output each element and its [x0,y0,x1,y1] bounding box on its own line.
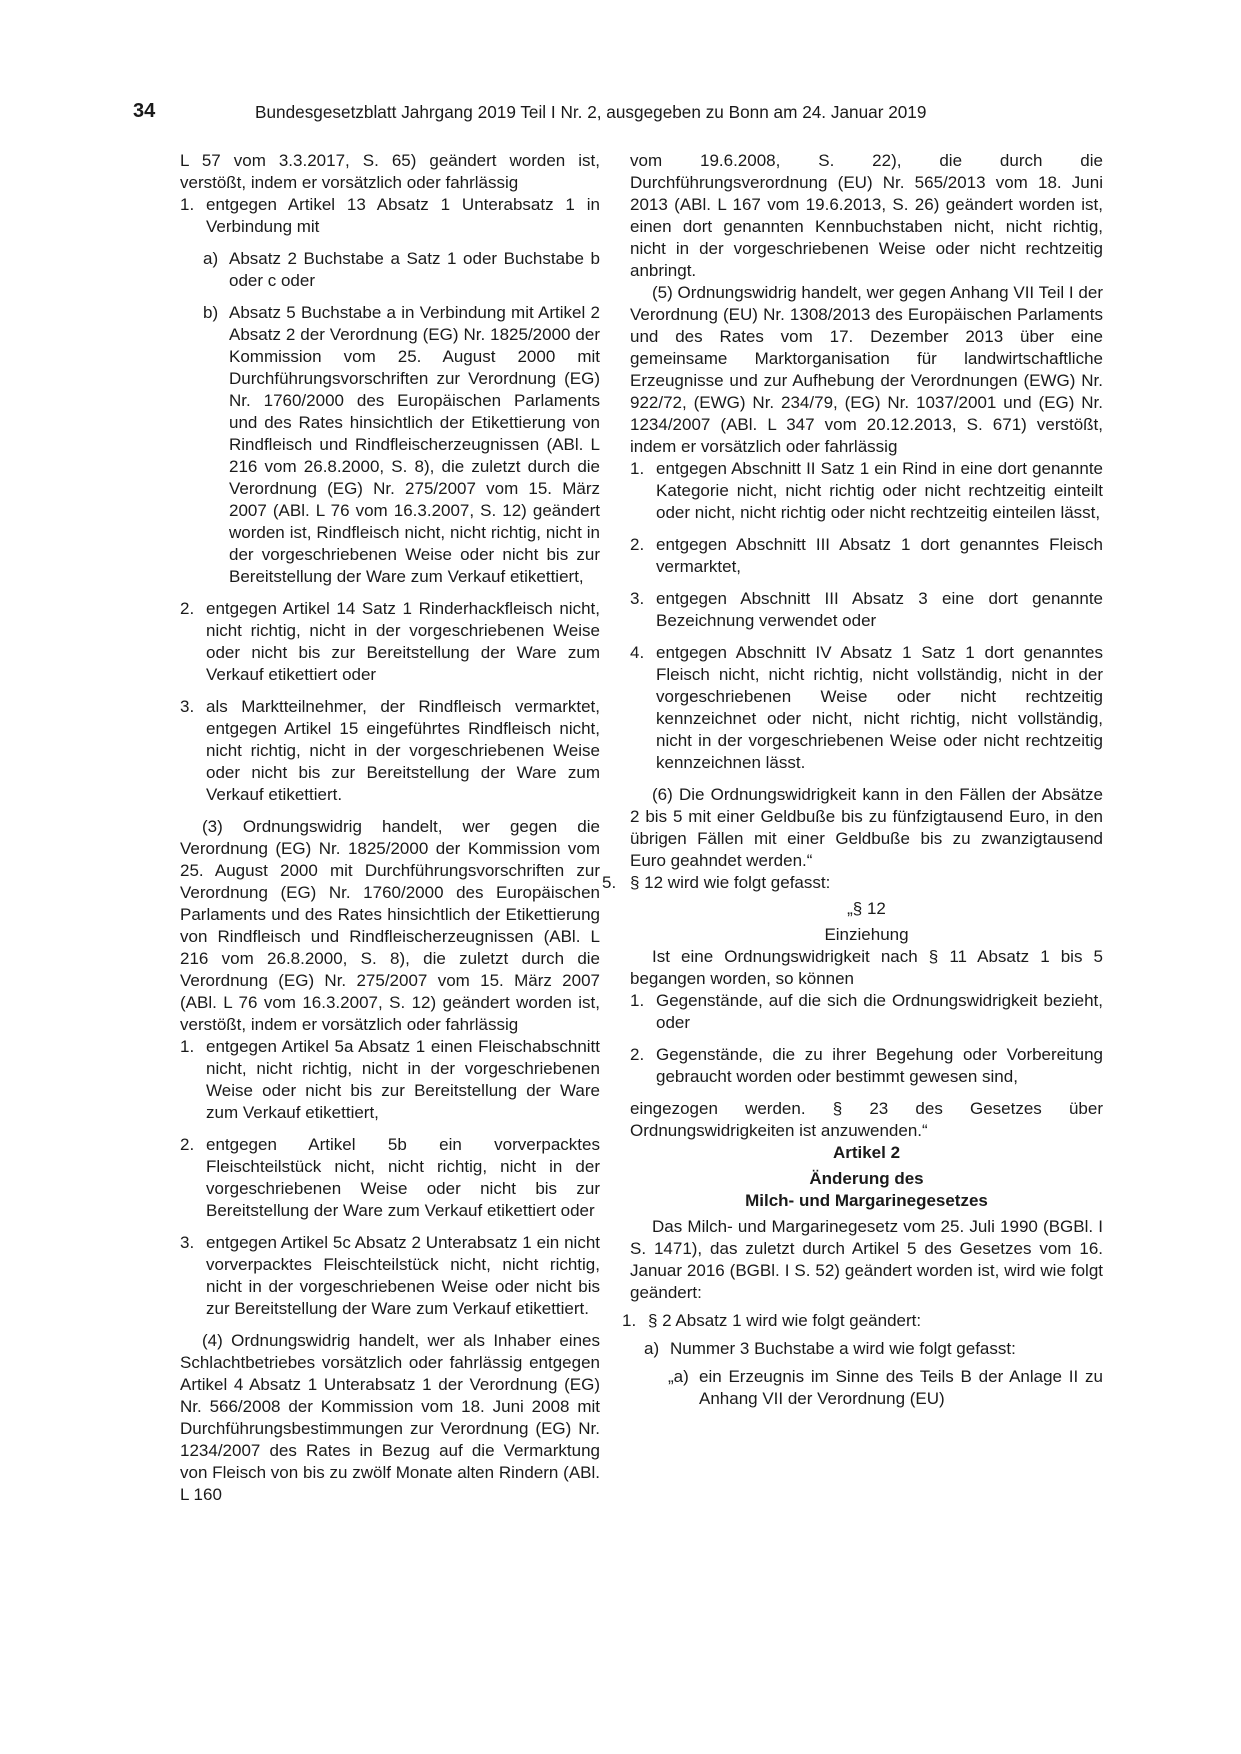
item-number: 2. [180,1135,195,1154]
item-text: Absatz 2 Buchstabe a Satz 1 oder Buchstabe b oder c oder [229,249,600,290]
item-number: 1. [622,1311,637,1330]
item-text: Gegenstände, die zu ihrer Begehung oder Vorbereitung gebraucht worden oder bestimmt gewesen sind, [656,1045,1103,1086]
section-heading: „§ 12 [847,899,886,918]
item-text: entgegen Artikel 5a Absatz 1 einen Fleischabschnitt nicht, nicht richtig, nicht in der vorgeschriebenen Weise oder nicht bis zur Bereitstellung der Ware zum Verkauf etikettiert, [206,1037,600,1122]
intro-paragraph: L 57 vom 3.3.2017, S. 65) geändert worden ist, verstößt, indem er vorsätzlich oder fahrlässig [180,151,600,192]
item-letter: b) [203,303,219,322]
list-item [180,696,600,806]
item-number: 5. [602,873,617,892]
article-title-line: Milch- und Margarinegesetzes [745,1191,988,1210]
running-head: Bundesgesetzblatt Jahrgang 2019 Teil I Nr. 2, ausgegeben zu Bonn am 24. Januar 2019 [255,102,927,122]
item-text: entgegen Abschnitt II Satz 1 ein Rind in eine dort genannte Kategorie nicht, nicht richtig oder nicht rechtzeitig einteilt oder nicht, nicht richtig oder nicht rechtzeitig einteilen lässt, [656,459,1103,522]
item-number: 2. [630,1045,645,1064]
list-item [622,1310,1103,1332]
item-number: 1. [630,991,645,1010]
item-text: entgegen Artikel 14 Satz 1 Rinderhackfleisch nicht, nicht richtig, nicht in der vorgeschriebenen Weise oder nicht bis zur Bereitstellung der Ware zum Verkauf etikettiert oder [206,599,600,684]
item-letter: a) [203,249,219,268]
item-number: 3. [630,589,645,608]
item-text: entgegen Artikel 13 Absatz 1 Unterabsatz 1 in Verbindung mit [206,195,600,236]
section-closing: eingezogen werden. § 23 des Gesetzes über Ordnungswidrigkeiten ist anzuwenden.“ [630,1099,1103,1140]
item-number: 4. [630,643,645,662]
item-number: 2. [630,535,645,554]
item-number: 1. [630,459,645,478]
list-item [180,194,600,238]
item-letter: „a) [668,1367,689,1386]
item-text: entgegen Abschnitt IV Absatz 1 Satz 1 dort genanntes Fleisch nicht, nicht richtig, nicht vollständig, nicht in der vorgeschriebenen Weise oder nicht rechtzeitig kennzeichnet oder nicht, nicht richtig, nicht vollständig, nicht in der vorgeschriebenen Weise oder nicht rechtzeitig kennzeichnen lässt. [656,643,1103,772]
quoted-item [668,1366,1103,1410]
item-text: entgegen Artikel 5c Absatz 2 Unterabsatz 1 ein nicht vorverpacktes Fleischteilstück nicht, nicht richtig, nicht in der vorgeschriebenen Weise oder nicht bis zur Bereitstellung der Ware zum Verkauf etikettiert. [206,1233,600,1318]
paragraph-5: (5) Ordnungswidrig handelt, wer gegen Anhang VII Teil I der Verordnung (EU) Nr. 1308/2013 des Europäischen Parlaments und des Rates vom 17. Dezember 2013 über eine gemeinsame Marktorganisation für landwirtschaftliche Erzeugnisse und zur Aufhebung der Verordnungen (EWG) Nr. 922/72, (EWG) Nr. 234/79, (EG) Nr. 1037/2001 und (EG) Nr. 1234/2007 (ABl. L 347 vom 20.12.2013, S. 671) verstößt, indem er vorsätzlich oder fahrlässig [630,283,1103,456]
left-column [180,150,600,1506]
section-intro: Ist eine Ordnungswidrigkeit nach § 11 Absatz 1 bis 5 begangen worden, so können [630,947,1103,988]
list-item [630,1044,1103,1088]
paragraph-4: (4) Ordnungswidrig handelt, wer als Inhaber eines Schlachtbetriebes vorsätzlich oder fahrlässig entgegen Artikel 4 Absatz 1 Unterabsatz 1 der Verordnung (EG) Nr. 566/2008 der Kommission vom 18. Juni 2008 mit Durchführungsbestimmungen zur Verordnung (EG) Nr. 1234/2007 des Rates in Bezug auf die Vermarktung von Fleisch von bis zu zwölf Monate alten Rindern (ABl. L 160 [180,1331,600,1504]
article-intro: Das Milch- und Margarinegesetz vom 25. Juli 1990 (BGBl. I S. 1471), das zuletzt durch Artikel 5 des Gesetzes vom 16. Januar 2016 (BGBl. I S. 52) geändert worden ist, wird wie folgt geändert: [630,1217,1103,1302]
right-column [602,150,1103,1420]
list-item [630,534,1103,578]
item-text: entgegen Artikel 5b ein vorverpacktes Fleischteilstück nicht, nicht richtig, nicht in der vorgeschriebenen Weise oder nicht bis zur Bereitstellung der Ware zum Verkauf etikettiert oder [206,1135,600,1220]
paragraph-6: (6) Die Ordnungswidrigkeit kann in den Fällen der Absätze 2 bis 5 mit einer Geldbuße bis zu fünfzigtausend Euro, in den übrigen Fällen mit einer Geldbuße bis zu zwanzigtausend Euro geahndet werden.“ [630,785,1103,870]
paragraph-3: (3) Ordnungswidrig handelt, wer gegen die Verordnung (EG) Nr. 1825/2000 der Kommission vom 25. August 2000 mit Durchführungsvorschriften zur Verordnung (EG) Nr. 1760/2000 des Europäischen Parlaments und des Rates hinsichtlich der Etikettierung von Rindfleisch und Rindfleischerzeugnissen (ABl. L 216 vom 26.8.2000, S. 8), die zuletzt durch die Verordnung (EG) Nr. 275/2007 vom 15. März 2007 (ABl. L 76 vom 16.3.2007, S. 12) geändert worden ist, verstößt, indem er vorsätzlich oder fahrlässig [180,817,600,1034]
list-item [630,642,1103,774]
list-item [630,990,1103,1034]
item-text: entgegen Abschnitt III Absatz 3 eine dort genannte Bezeichnung verwendet oder [656,589,1103,630]
item-text: ein Erzeugnis im Sinne des Teils B der Anlage II zu Anhang VII der Verordnung (EU) [699,1367,1103,1408]
continuation-paragraph: vom 19.6.2008, S. 22), die durch die Durchführungsverordnung (EU) Nr. 565/2013 vom 18. Juni 2013 (ABl. L 167 vom 19.6.2013, S. 26) geändert worden ist, einen dort genannten Kennbuchstaben nicht, nicht richtig, nicht in der vorgeschriebenen Weise oder nicht rechtzeitig anbringt. [630,151,1103,280]
amendment-item-5 [602,872,1103,894]
list-subitem [203,248,600,292]
item-number: 2. [180,599,195,618]
item-text: Gegenstände, auf die sich die Ordnungswidrigkeit bezieht, oder [656,991,1103,1032]
item-text: entgegen Abschnitt III Absatz 1 dort genanntes Fleisch vermarktet, [656,535,1103,576]
list-item [180,598,600,686]
item-number: 3. [180,697,195,716]
page-header [0,0,1241,140]
item-text: § 2 Absatz 1 wird wie folgt geändert: [648,1311,922,1330]
article-heading: Artikel 2 [832,1143,901,1162]
list-item [180,1134,600,1222]
item-letter: a) [644,1339,660,1358]
item-text: § 12 wird wie folgt gefasst: [630,873,831,892]
list-subitem [644,1338,1103,1360]
list-subitem [203,302,600,588]
list-item [180,1036,600,1124]
item-number: 1. [180,1037,195,1056]
article-title-line: Änderung des [809,1169,924,1188]
page-number: 34 [133,100,156,122]
list-item [180,1232,600,1320]
list-item [630,458,1103,524]
item-text: Nummer 3 Buchstabe a wird wie folgt gefasst: [670,1339,1016,1358]
section-title: Einziehung [824,925,909,944]
item-text: Absatz 5 Buchstabe a in Verbindung mit Artikel 2 Absatz 2 der Verordnung (EG) Nr. 1825/2000 der Kommission vom 25. August 2000 mit Durchführungsvorschriften zur Verordnung (EG) Nr. 1760/2000 des Europäischen Parlaments und des Rates hinsichtlich der Etikettierung von Rindfleisch und Rindfleischerzeugnissen (ABl. L 216 vom 26.8.2000, S. 8), die zuletzt durch die Verordnung (EG) Nr. 275/2007 vom 15. März 2007 (ABl. L 76 vom 16.3.2007, S. 12) geändert worden ist, Rindfleisch nicht, nicht richtig, nicht in der vorgeschriebenen Weise oder nicht bis zur Bereitstellung der Ware zum Verkauf etikettiert, [229,303,600,586]
list-item [630,588,1103,632]
item-number: 1. [180,195,195,214]
item-text: als Marktteilnehmer, der Rindfleisch vermarktet, entgegen Artikel 15 eingeführtes Rindfleisch nicht, nicht richtig, nicht in der vorgeschriebenen Weise oder nicht bis zur Bereitstellung der Ware zum Verkauf etikettiert. [206,697,600,804]
item-number: 3. [180,1233,195,1252]
